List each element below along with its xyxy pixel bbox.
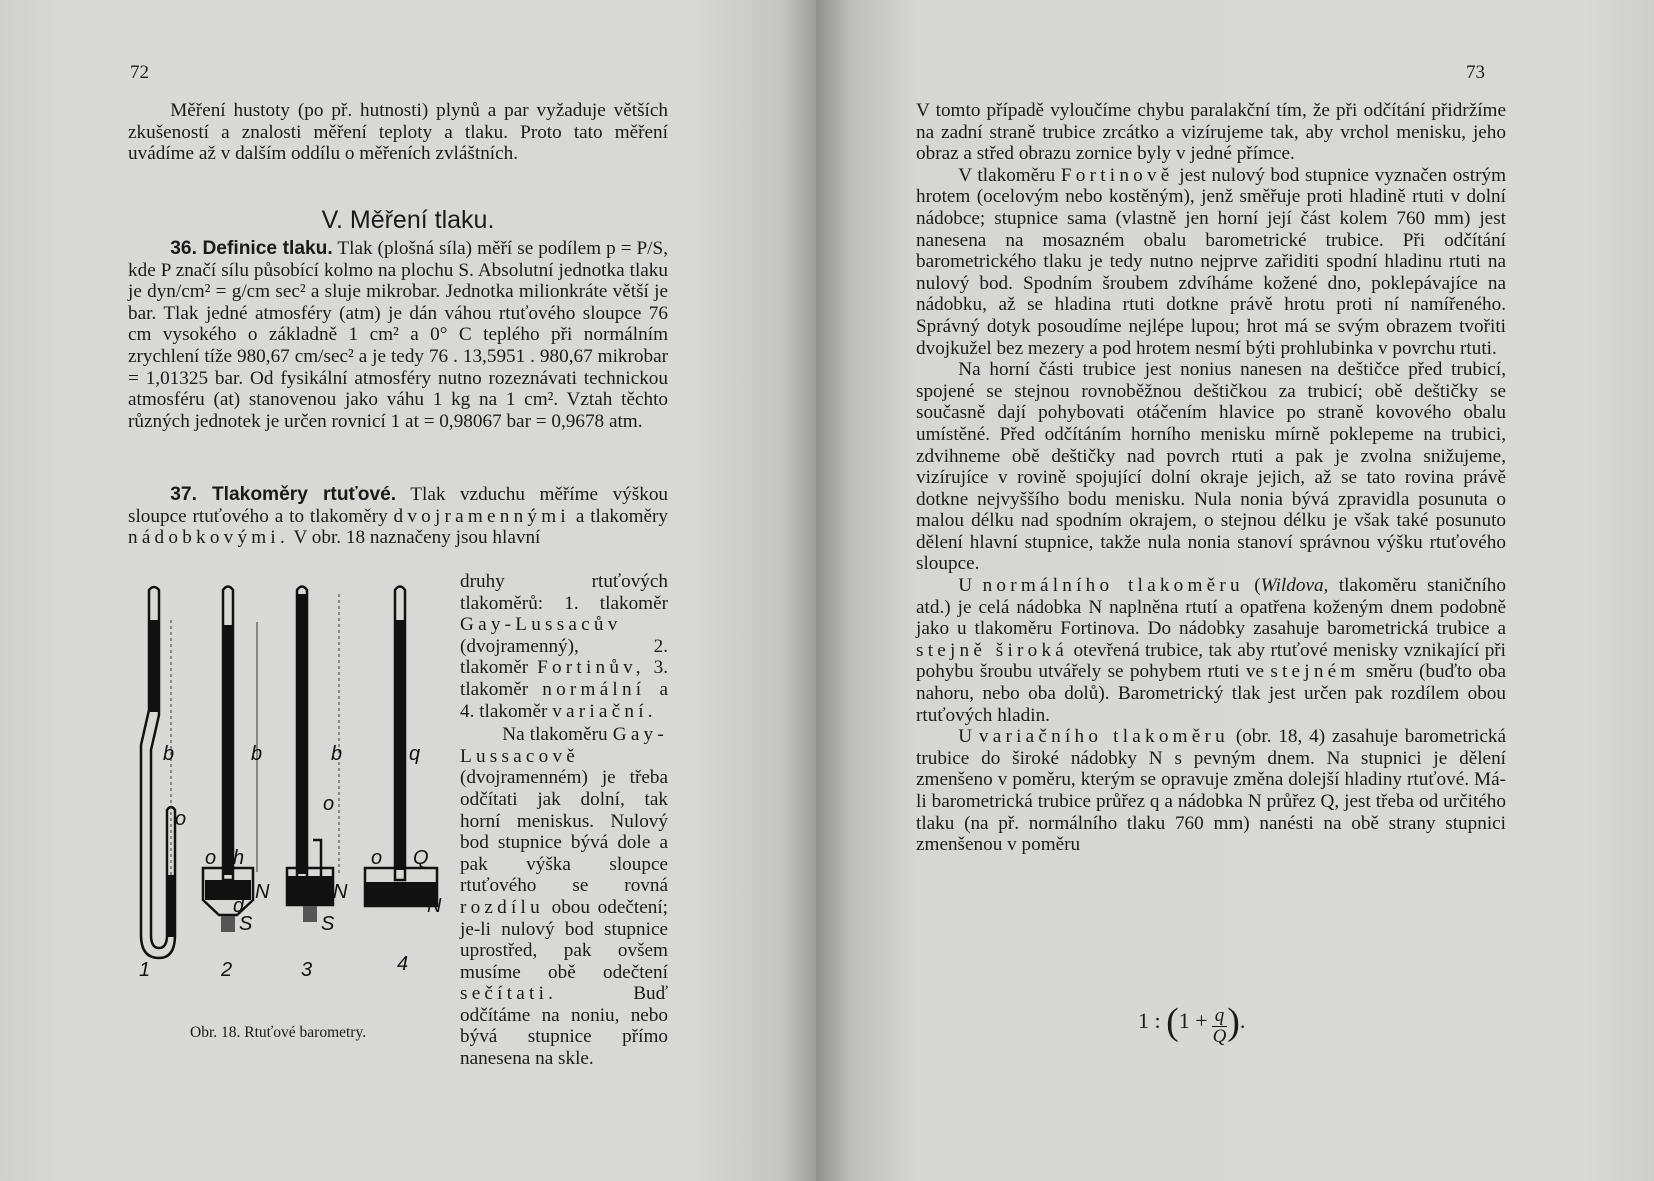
side-text-i: Na tlakoměru [502,724,608,746]
intro-paragraph [128,100,668,165]
normal-text-b: normálního tlakoměru [982,575,1244,597]
side-text-m: obou odečtení; je-li nulový bod stupnice uprostřed, pak ovšem musíme obě odečtení [460,896,668,983]
variation-text-a: U [958,726,973,748]
chapter-heading: V. Měření tlaku. [321,206,495,234]
section-36-text: Tlak (plošná síla) měří se podílem p = P/S, kde P značí sílu působící kolmo na plochu S. Absolutní jednotka tlaku je dyn/cm² = g/cm sec² a sluje mikrobar. Jednotka milionkráte větší je bar. Tlak jedné atmosféry (atm) je dán váhou rtuťového sloupce 76 cm vysokého o základně 1 cm² a 0° C teplého při normálním zrychlení tíže 980,67 cm/sec² a je tedy 76 . 13,5951 . 980,67 mikrobar = 1,01325 bar. Od fysikální atmosféry nutno rozeznávati technickou atmosféru (at) stanovenou jako váhu 1 kg na 1 cm². Vztah těchto různých jednotek je určen rovnicí 1 at = 0,98067 bar = 0,9678 atm. [128,238,668,432]
section-37-intro [128,484,668,549]
right-paren: ) [1227,1001,1240,1043]
fraction-denominator: Q [1212,1026,1227,1047]
normal-text-i: směru (buďto oba nahoru, nebo oba dolů). Barometrický tlak jest určen pak rozdílem obou rtuťových hladin. [916,661,1506,726]
intro-text: Měření hustoty (po př. hutnosti) plynů a par vyžaduje větších zkušeností a znalosti měření teploty a tlaku. Proto tato měření uvádíme až v dalším oddílu o měřeních zvláštních. [128,100,668,165]
barometer-4-mercury [396,620,404,870]
paragraph-nonius: Na horní části trubice jest nonius nanesen na deštičce před trubicí, spojené se stejnou rovnoběžnou deštičkou za trubicí; obě deštičky se současně dají pohybovati otáčením hlavice po straně kovového obalu umístěné. Před odčítáním horního menisku mírně poklepeme na trubici, zdvihneme obě deštičky nad povrch rtuti a pak je zvolna snižujeme, vizírujíce v rovině spojující dolní okraje jejich, až se tato rovina právě dotkne nejvyššího bodu menisku. Nula nonia bývá zpravidla posunuta o malou délku nad spodním okrajem, o stejnou délku je však také posunuto dělení hlavní stupnice, takže nula nonia stanoví správnou výšku rtuťového sloupce. [916,359,1506,575]
normal-text-c: ( [1254,575,1261,597]
barometer-1-mercury-bottom [168,875,174,937]
barometer-3-screw [303,906,317,922]
figure-label-b3: b [331,743,343,765]
paragraph-parallax: V tomto případě vyloučíme chybu paralakční tím, že při odčítání přidržíme na zadní straně trubice zrcátko a vizírujeme tak, aby vrchol menisku, jeho obraz a střed obrazu zornice byly v jedné přímce. [916,100,1506,165]
section-37-text-b: dvojramennými [393,505,570,527]
section-37-text-e: V obr. 18 naznačeny jsou hlavní [293,527,541,549]
normal-text-d: Wildova, [1260,575,1329,597]
side-text-o: Buď odčítáme na noniu, nebo bývá stupnice přímo nanesena na skle. [460,983,668,1070]
barometer-3-open-tube [313,840,321,880]
barometer-1-mercury-top [150,620,158,712]
normal-text-f: stejně široká [916,639,1068,661]
equation-period: . [1239,1008,1246,1033]
normal-text-e: tlakoměru staničního atd.) je celá nádobka N naplněna rtutí a opatřena koženým dnem podobně jako u tlakoměru Fortinova. Do nádobky zasahuje barometrická trubice a [916,575,1506,640]
barometer-3-mercury [298,594,306,874]
figure-label-N1: N [255,881,270,903]
section-37-text-a: Tlak vzduchu měříme výškou sloupce rtuťového a to tlakoměry [128,484,669,527]
fortin-text-a: V tlakoměru [958,164,1056,186]
left-paren: ( [1166,1001,1179,1043]
side-text-k: (dvojramenném) je třeba odčítati jak dolní, tak horní meniskus. Nulový bod stupnice bývá dole a pak výška sloupce rtuťového se rovná [460,767,668,897]
figure-caption: Obr. 18. Rtuťové barometry. [190,1024,367,1041]
paragraph-variation [916,726,1506,856]
figure-label-N2: N [333,881,348,903]
side-text-n: sečítati. [460,983,558,1005]
section-37-text-c: a tlakoměry [575,505,668,527]
figure-number-2: 2 [221,959,233,980]
side-text-b: Gay-Lussacův [460,614,622,636]
side-text-d: Fortinův, [537,657,645,679]
figure-label-N3: N [427,895,442,917]
paragraph-normal [916,575,1506,726]
right-page-body [916,100,1506,856]
figure-label-Q: Q [413,847,429,869]
figure-number-4: 4 [397,953,409,975]
figure-label-S1: S [239,913,253,935]
figure-label-b2: b [251,743,263,765]
figure-side-text [460,571,668,1070]
variation-text-c: (obr. 18, 4) zasahuje barometrická trubice do široké nádobky N s pevným dnem. Na stupnici je dělení zmenšeno v poměru, kterým se opravuje změna dolejší hladiny rtuťové. Má-li barometrická trubice průřez q a nádobka N průřez Q, jest třeba od určitého tlaku (na př. normálního tlaku 760 mm) nanésti na obě strany stupnici zmenšenou v poměru [916,726,1507,856]
right-page [816,0,1654,1181]
normal-text-g: otevřená trubice, tak aby rtuťové menisky vznikající při pohybu šroubu utvářely se pohybem rtuti ve [916,639,1507,683]
side-text-l: rozdílu [460,896,544,918]
fortin-text-c: jest nulový bod stupnice vyznačen ostrým hrotem (ocelovým nebo kostěným), jenž směřuje proti hladině rtuti v dolní nádobce; stupnice sama (vlastně jen horní její část kolem 760 mm) jest nanesena na mosazném obalu barometrické trubice. Při odčítání barometrického tlaku je tedy nutno nejprve zařiditi spodní hladinu rtuti na nulový bod. Spodním šroubem zdvíháme kožené dno, poklepávajíce na nádobku, až se hladina rtuti dotkne právě hrotu proti ní namířeného. Správný dotyk posoudíme nejlépe lupou; hrot má se svým obrazem tvořiti dvojkužel bez mezery a pod hrotem nesmí býti prohlubinka v povrchu rtuti. [916,164,1507,359]
fraction-numerator: q [1212,1006,1228,1027]
fortin-text-b: Fortinově [1060,164,1174,186]
section-36 [128,238,668,432]
side-text-f: normální [542,678,646,700]
side-text-a: druhy rtuťových tlakoměrů: 1. tlakoměr [460,571,668,614]
equation-lhs: 1 : [1138,1008,1161,1033]
variation-text-b: variačního tlakoměru [978,726,1229,748]
figure-label-h: h [233,847,245,869]
figure-label-b1: b [163,743,175,765]
side-text-g: a 4. tlakoměr [460,678,668,722]
barometer-2-mercury [224,625,232,875]
section-36-title: 36. Definice tlaku. [170,238,333,259]
side-text-h: variační. [552,700,657,722]
section-37-text-d: nádobkovými. [128,527,290,549]
figure-number-1: 1 [139,959,151,980]
side-text-e: 3. tlakoměr [460,657,669,700]
figure-label-o4: o [371,847,383,869]
left-page [0,0,816,1181]
figure-label-d: d [233,895,245,917]
barometer-3-cistern-mercury [288,876,332,904]
section-37-title: 37. Tlakoměry rtuťové. [170,484,397,505]
figure-label-S2: S [321,913,335,935]
page-number: 72 [130,62,149,83]
side-text-j: Gay-Lussacově [460,724,668,767]
equation-one-plus: 1 + [1178,1008,1208,1033]
page-number: 73 [1466,62,1485,83]
ratio-equation [1138,1000,1245,1047]
barometer-2-screw [221,916,235,932]
figure-label-o1: o [175,808,187,830]
paragraph-fortin [916,165,1506,359]
figure-label-o2: o [205,847,217,869]
normal-text-h: stejném [1270,661,1360,683]
barometer-4-cistern-mercury [366,882,436,905]
side-text-c: (dvojramenný), 2. tlakoměr [460,635,668,679]
figure-label-o3: o [323,793,335,815]
equation-fraction [1212,1006,1228,1047]
normal-text-a: U [958,575,973,597]
figure-barometers [125,580,460,980]
figure-label-q: q [409,743,421,765]
figure-number-3: 3 [301,959,313,980]
